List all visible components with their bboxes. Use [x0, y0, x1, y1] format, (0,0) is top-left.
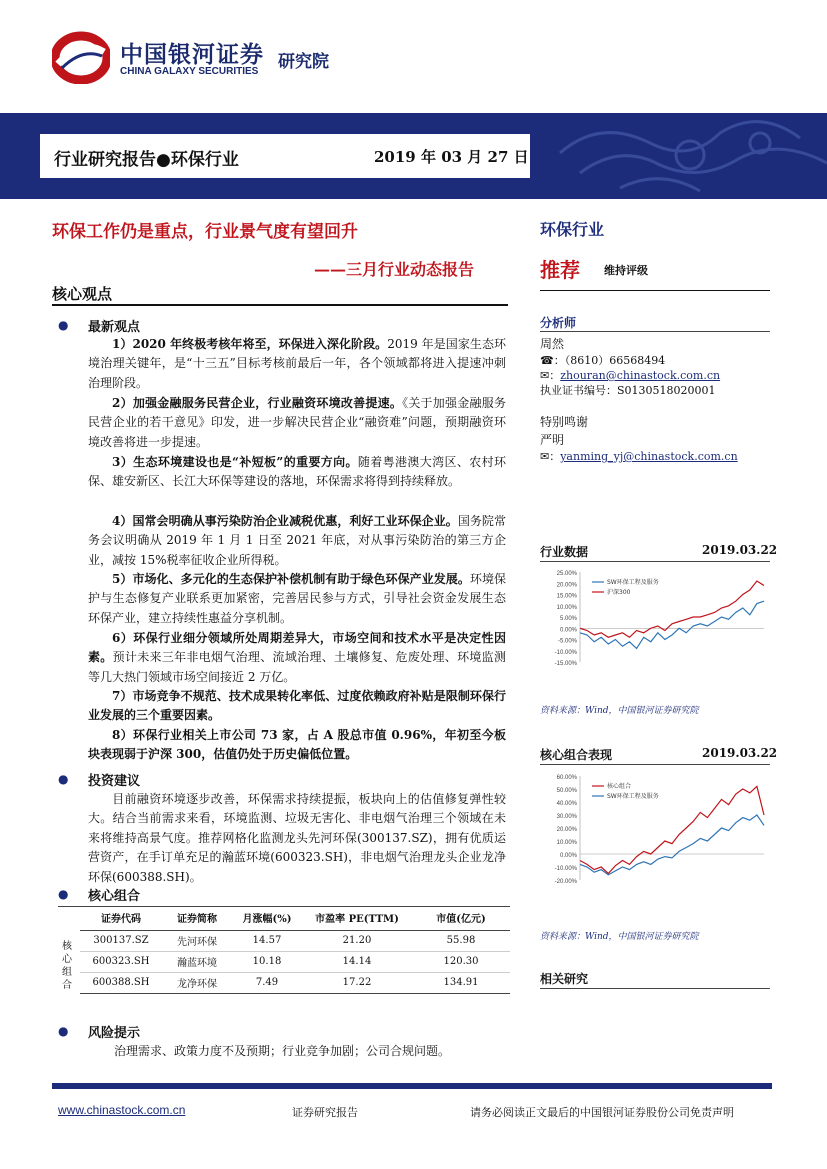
combo-chart [540, 770, 770, 910]
point-4-text: 国务院常务会议明确从 2019 年 1 月 1 日至 2021 年底，对从事污染防治的第三方企业，减按 15%税率征收企业所得税。 [88, 514, 506, 567]
bullet-icon: ● [58, 772, 69, 786]
point-1-text: 2019 年是国家生态环境治理关键年，是“十三五”目标考核前最后一年，各个领域都将进入提速冲刺治理阶段。 [88, 337, 506, 390]
report-title: 环保工作仍是重点，行业景气度有望回升 [52, 222, 358, 242]
galaxy-logo-icon [52, 30, 110, 84]
logo-institute-text: 研究院 [278, 52, 329, 72]
point-2 [88, 394, 506, 452]
cell-code: 600323.SH [92, 956, 150, 967]
footer-center: 证券研究报告 [292, 1106, 358, 1119]
y-tick-label: 5.00% [559, 616, 577, 622]
report-date: 2019 年 03 月 27 日 [374, 148, 529, 166]
bullet-icon: ● [58, 1024, 69, 1038]
combo-rule [540, 764, 770, 765]
y-tick-label: 0.00% [559, 853, 577, 859]
cell-pe: 21.20 [342, 935, 372, 946]
report-subtitle: ——三月行业动态报告 [314, 260, 475, 279]
thanks-email-row [540, 448, 738, 464]
footer-band [52, 1083, 772, 1089]
legend-label: SW环保工程及服务 [607, 793, 659, 800]
portfolio-table [80, 906, 510, 994]
market-chart [540, 566, 770, 692]
sidebar-industry: 环保行业 [540, 220, 605, 239]
y-tick-label: 20.00% [556, 582, 577, 589]
y-tick-label: 0.00% [559, 627, 577, 634]
analyst-phone: （8610）66568494 [564, 354, 666, 367]
table-row [80, 930, 510, 951]
investment-text [88, 790, 506, 887]
col-code: 证券代码 [101, 914, 141, 926]
investment-body: 目前融资环境逐步改善，环保需求持续提振，板块向上的估值修复弹性较大。结合当前需求来看，环境监测、垃圾无害化、非电烟气治理三个领域在未来将维持高景气度。推荐网格化监测龙头先河环保(300137.SZ)，拥有优质运营资产，在手订单充足的瀚蓝环境(600323.SH)，非电烟气治理龙头企业龙净环保(600388.SH)。 [88, 792, 506, 884]
point-5 [88, 570, 506, 628]
risk-heading: 风险提示 [88, 1026, 141, 1041]
risk-text: 治理需求、政策力度不及预期；行业竞争加剧；公司合规问题。 [114, 1044, 451, 1058]
thanks-name: 严明 [540, 433, 565, 447]
analyst-heading: 分析师 [540, 316, 577, 330]
y-tick-label: -15.00% [554, 661, 577, 667]
cell-pe: 14.14 [342, 956, 372, 967]
core-view-rule [52, 304, 508, 306]
cell-change: 10.18 [252, 956, 282, 967]
col-name: 证券简称 [177, 914, 217, 926]
thanks-label: 特别鸣谢 [540, 415, 589, 429]
combo-heading: 核心组合表现 [540, 748, 613, 762]
investment-heading: 投资建议 [88, 774, 141, 789]
thanks-email-link[interactable]: yanming_yj@chinastock.com.cn [560, 450, 738, 463]
email-icon: ✉： [540, 450, 561, 463]
phone-icon: ☎： [540, 354, 565, 367]
cell-name: 先河环保 [177, 937, 217, 948]
logo-cn-text: 中国银河证券 [120, 42, 264, 68]
table-row [80, 972, 510, 993]
col-pe: 市盈率 PE(TTM) [315, 914, 399, 926]
related-rule [540, 988, 770, 989]
point-3 [88, 453, 506, 492]
cell-code: 300137.SZ [93, 935, 149, 946]
market-date: 2019.03.22 [702, 543, 778, 557]
y-tick-label: -5.00% [557, 638, 577, 645]
y-tick-label: -20.00% [554, 879, 577, 885]
analyst-license: 执业证书编号：S0130518020001 [540, 384, 716, 397]
related-heading: 相关研究 [540, 972, 589, 986]
point-8 [88, 726, 506, 765]
y-tick-label: 60.00% [556, 775, 577, 781]
point-4 [88, 512, 506, 570]
point-4-bold: 4）国常会明确从事污染防治企业减税优惠，利好工业环保企业。 [112, 514, 458, 528]
rating: 推荐 [540, 258, 580, 282]
y-tick-label: 40.00% [556, 801, 577, 807]
bullet-icon: ● [58, 887, 69, 901]
logo-en-text: CHINA GALAXY SECURITIES [120, 66, 259, 77]
point-7 [88, 687, 506, 726]
footer-website-link[interactable]: www.chinastock.com.cn [58, 1103, 186, 1117]
analyst-email-row [540, 367, 720, 383]
y-tick-label: 50.00% [556, 788, 577, 794]
point-7-bold: 7）市场竞争不规范、技术成果转化率低、过度依赖政府补贴是限制环保行业发展的三个重要因素。 [88, 689, 506, 723]
cell-pe: 17.22 [342, 977, 372, 988]
core-view-heading: 核心观点 [52, 285, 113, 303]
market-rule [540, 561, 770, 562]
series-line-2 [580, 815, 764, 875]
combo-date: 2019.03.22 [702, 746, 778, 760]
cell-cap: 55.98 [446, 935, 476, 946]
report-type: 行业研究报告●环保行业 [54, 150, 239, 170]
point-3-bold: 3）生态环境建设也是“补短板”的重要方向。 [112, 455, 358, 469]
market-source: 资料来源：Wind，中国银河证券研究院 [540, 706, 699, 716]
market-heading: 行业数据 [540, 545, 589, 559]
footer-disclaimer: 请务必阅读正文最后的中国银河证券股份公司免责声明 [470, 1106, 734, 1119]
legend-label: 沪深300 [607, 589, 631, 596]
y-tick-label: 20.00% [556, 827, 577, 833]
y-tick-label: 25.00% [556, 571, 577, 577]
table-header-row [80, 906, 510, 930]
y-tick-label: 10.00% [556, 604, 577, 611]
point-6 [88, 629, 506, 687]
point-1-bold: 1）2020 年终极考核年将至，环保进入深化阶段。 [112, 337, 388, 351]
analyst-phone-row [540, 352, 665, 368]
cell-change: 7.49 [255, 977, 279, 988]
email-icon: ✉： [540, 369, 561, 382]
analyst-email-link[interactable]: zhouran@chinastock.com.cn [560, 369, 721, 382]
col-change: 月涨幅(%) [242, 914, 292, 926]
portfolio-heading: 核心组合 [88, 889, 141, 904]
bullet-icon: ● [58, 318, 69, 332]
y-tick-label: 30.00% [556, 814, 577, 820]
series-line-1 [580, 601, 764, 648]
table-row [80, 951, 510, 972]
point-5-text: 环境保护与生态修复产业联系更加紧密，完善居民参与方式，引导社会资金发展生态环保产业，建立持续性惠益分享机制。 [88, 572, 506, 625]
portfolio-side-label: 核心组合 [62, 941, 72, 991]
y-tick-label: -10.00% [554, 866, 577, 872]
point-3-text: 随着粤港澳大湾区、农村环保、雄安新区、长江大环保等建设的落地，环保需求将得到持续释放。 [88, 455, 506, 489]
point-2-bold: 2）加强金融服务民营企业，行业融资环境改善提速。 [112, 396, 403, 410]
sidebar-rule [540, 290, 770, 291]
legend-label: SW环保工程及服务 [607, 579, 659, 586]
combo-source: 资料来源：Wind，中国银河证券研究院 [540, 932, 699, 942]
analyst-name: 周然 [540, 337, 565, 351]
cell-code: 600388.SH [92, 977, 150, 988]
point-8-bold: 8）环保行业相关上市公司 73 家，占 A 股总市值 0.96%，年初至今板块表现弱于沪深 300，估值仍处于历史偏低位置。 [88, 728, 506, 762]
point-2-text: 《关于加强金融服务民营企业的若干意见》印发，进一步解决民营企业“融资难”问题，预期融资环境改善将进一步提速。 [88, 396, 506, 449]
point-1 [88, 335, 506, 393]
y-tick-label: -10.00% [554, 649, 577, 656]
analyst-rule [540, 331, 770, 332]
point-6-text: 预计未来三年非电烟气治理、流域治理、土壤修复、危废处理、环境监测等几大热门领域市场空间接近 2 万亿。 [88, 650, 506, 684]
cell-cap: 120.30 [443, 956, 479, 967]
col-cap: 市值(亿元) [436, 914, 486, 926]
cell-name: 龙净环保 [177, 979, 217, 990]
cell-cap: 134.91 [443, 977, 479, 988]
legend-label: 核心组合 [607, 783, 632, 790]
cell-change: 14.57 [252, 935, 282, 946]
y-tick-label: 10.00% [556, 840, 577, 846]
cell-name: 瀚蓝环境 [177, 958, 217, 969]
rating-note: 维持评级 [604, 264, 648, 277]
point-5-bold: 5）市场化、多元化的生态保护补偿机制有助于绿色环保产业发展。 [112, 572, 470, 586]
latest-view-heading: 最新观点 [88, 320, 141, 335]
y-tick-label: 15.00% [556, 593, 577, 600]
point-6-bold: 6）环保行业细分领域所处周期差异大，市场空间和技术水平是决定性因素。 [88, 631, 506, 665]
